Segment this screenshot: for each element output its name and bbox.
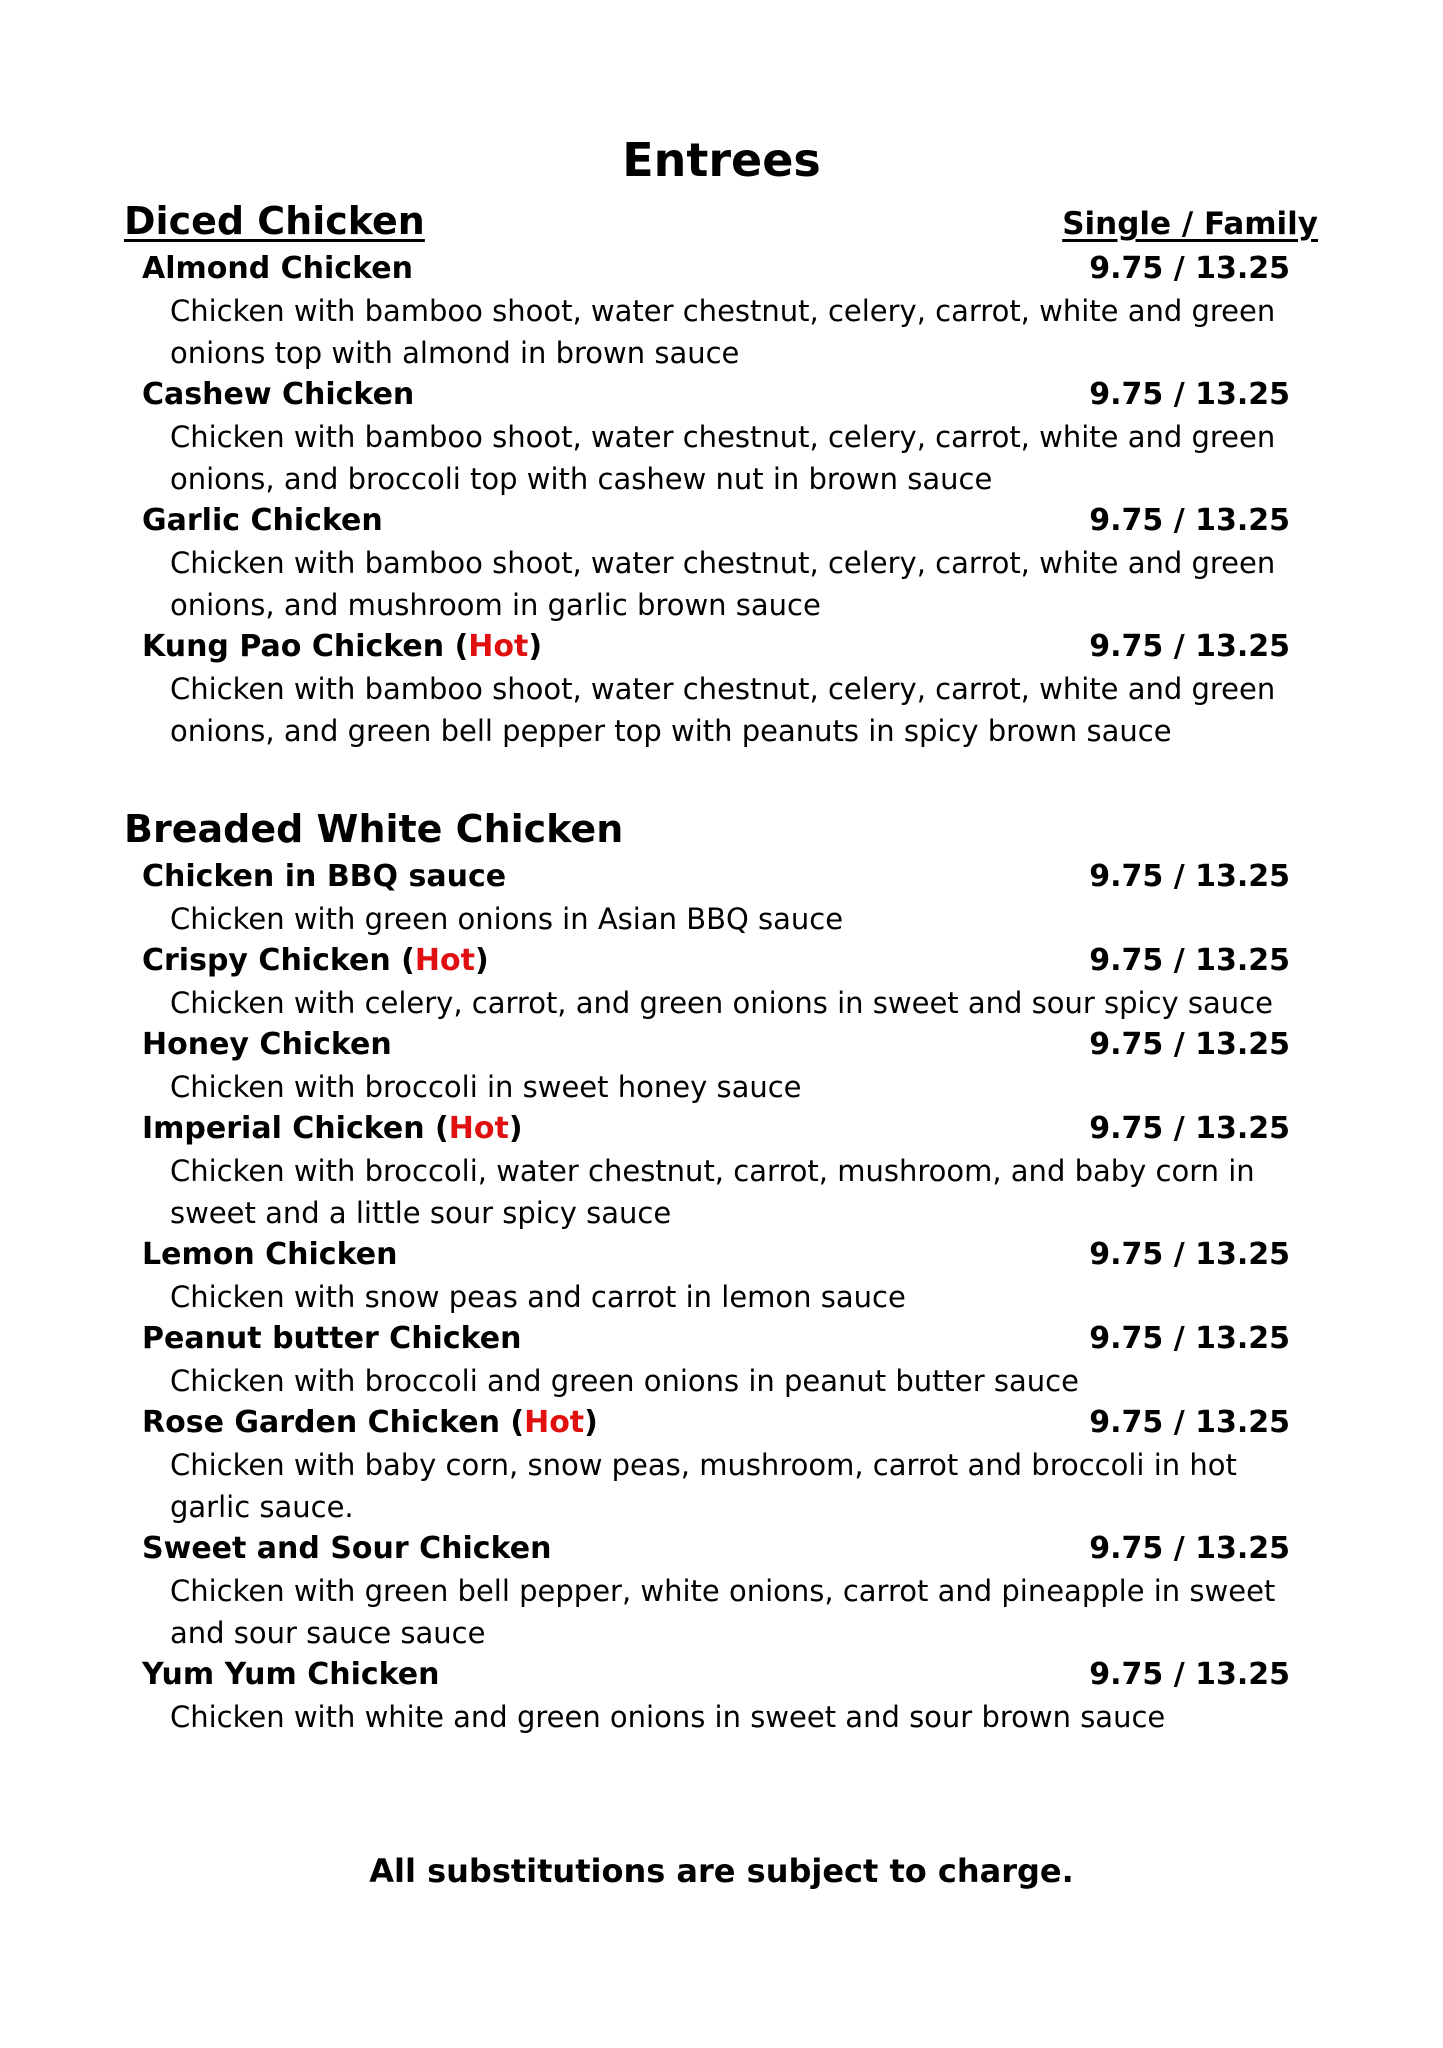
menu-item — [124, 1108, 1324, 1234]
item-name: Cashew Chicken — [142, 377, 415, 412]
menu-item — [124, 626, 1324, 752]
item-price: 9.75 / 13.25 — [1089, 859, 1290, 894]
menu-item — [124, 248, 1324, 374]
item-description: Chicken with snow peas and carrot in lemon sauce — [170, 1280, 906, 1314]
item-description: Chicken with white and green onions in sweet and sour brown sauce — [170, 1700, 1166, 1734]
hot-label: Hot — [468, 629, 529, 664]
menu-item — [124, 1654, 1324, 1738]
item-name: Honey Chicken — [142, 1027, 392, 1062]
item-price: 9.75 / 13.25 — [1089, 503, 1290, 538]
item-description: Chicken with green bell pepper, white onions, carrot and pineapple in sweet and sour sauce sauce — [170, 1574, 1276, 1650]
section-header — [124, 802, 1324, 856]
substitution-note: All substitutions are subject to charge. — [369, 1852, 1074, 1890]
item-description: Chicken with bamboo shoot, water chestnut, celery, carrot, white and green onions, and mushroom in garlic brown sauce — [170, 546, 1276, 622]
item-name: Imperial Chicken (Hot) — [142, 1111, 523, 1146]
item-price: 9.75 / 13.25 — [1089, 1111, 1290, 1146]
menu-item — [124, 374, 1324, 500]
item-name: Crispy Chicken (Hot) — [142, 943, 489, 978]
section-breaded-white-chicken — [124, 802, 1324, 1738]
item-price: 9.75 / 13.25 — [1089, 1027, 1290, 1062]
item-name: Almond Chicken — [142, 251, 413, 286]
item-description: Chicken with green onions in Asian BBQ sauce — [170, 902, 844, 936]
menu-item — [124, 856, 1324, 940]
hot-label: Hot — [414, 943, 475, 978]
item-description: Chicken with celery, carrot, and green onions in sweet and sour spicy sauce — [170, 986, 1273, 1020]
section-diced-chicken — [124, 194, 1324, 752]
item-name: Kung Pao Chicken (Hot) — [142, 629, 543, 664]
item-name: Lemon Chicken — [142, 1237, 398, 1272]
item-name: Peanut butter Chicken — [142, 1321, 522, 1356]
menu-item — [124, 500, 1324, 626]
item-description: Chicken with baby corn, snow peas, mushroom, carrot and broccoli in hot garlic sauce. — [170, 1448, 1237, 1524]
item-description: Chicken with bamboo shoot, water chestnut, celery, carrot, white and green onions, and green bell pepper top with peanuts in spicy brown sauce — [170, 672, 1276, 748]
item-name: Yum Yum Chicken — [142, 1657, 440, 1692]
item-description: Chicken with broccoli and green onions in peanut butter sauce — [170, 1364, 1079, 1398]
item-price: 9.75 / 13.25 — [1089, 1405, 1290, 1440]
hot-label: Hot — [524, 1405, 585, 1440]
section-title: Diced Chicken — [124, 199, 425, 243]
item-price: 9.75 / 13.25 — [1089, 1237, 1290, 1272]
item-price: 9.75 / 13.25 — [1089, 377, 1290, 412]
section-title: Breaded White Chicken — [124, 807, 624, 851]
item-price: 9.75 / 13.25 — [1089, 1657, 1290, 1692]
item-description: Chicken with bamboo shoot, water chestnut, celery, carrot, white and green onions, and broccoli top with cashew nut in brown sauce — [170, 420, 1276, 496]
item-name: Chicken in BBQ sauce — [142, 859, 507, 894]
menu-item — [124, 1528, 1324, 1654]
item-name: Sweet and Sour Chicken — [142, 1531, 552, 1566]
item-description: Chicken with bamboo shoot, water chestnut, celery, carrot, white and green onions top with almond in brown sauce — [170, 294, 1276, 370]
item-price: 9.75 / 13.25 — [1089, 943, 1290, 978]
menu-item — [124, 1024, 1324, 1108]
item-name: Garlic Chicken — [142, 503, 383, 538]
item-price: 9.75 / 13.25 — [1089, 1531, 1290, 1566]
item-description: Chicken with broccoli in sweet honey sauce — [170, 1070, 802, 1104]
item-price: 9.75 / 13.25 — [1089, 251, 1290, 286]
item-price: 9.75 / 13.25 — [1089, 1321, 1290, 1356]
item-price: 9.75 / 13.25 — [1089, 629, 1290, 664]
item-description: Chicken with broccoli, water chestnut, carrot, mushroom, and baby corn in sweet and a little sour spicy sauce — [170, 1154, 1255, 1230]
hot-label: Hot — [448, 1111, 509, 1146]
price-column-header: Single / Family — [1062, 206, 1318, 242]
menu-item — [124, 1402, 1324, 1528]
menu-item — [124, 1234, 1324, 1318]
section-header — [124, 194, 1324, 248]
page-title: Entrees — [622, 133, 821, 187]
menu-item — [124, 940, 1324, 1024]
item-name: Rose Garden Chicken (Hot) — [142, 1405, 598, 1440]
menu-item — [124, 1318, 1324, 1402]
